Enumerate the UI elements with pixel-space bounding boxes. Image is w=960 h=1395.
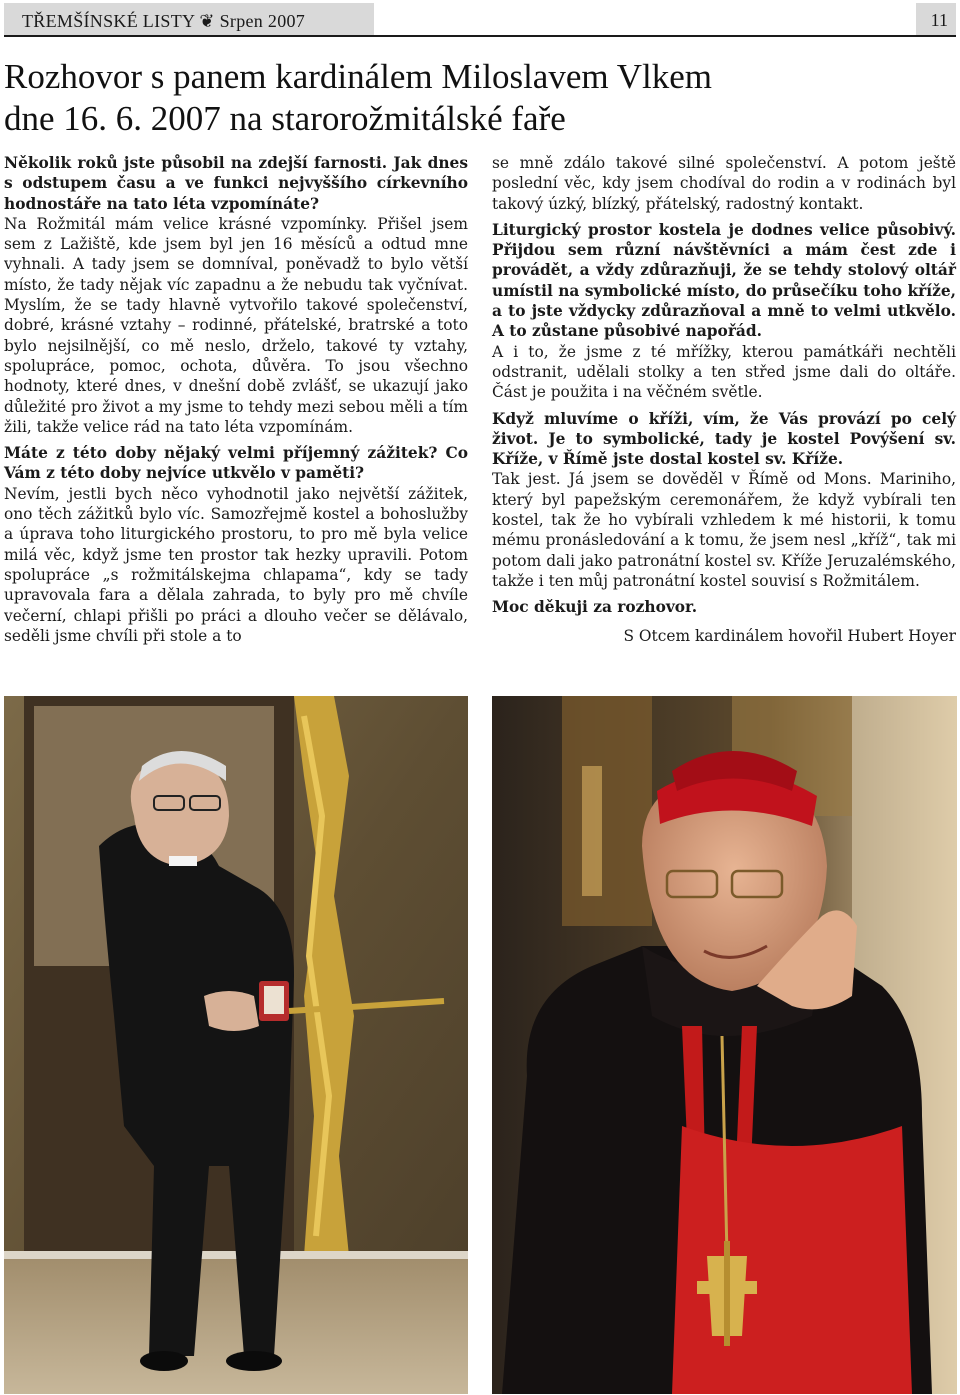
closing-line: Moc děkuji za rozhovor. <box>492 598 698 617</box>
header-rule <box>4 35 956 37</box>
headline-line-1: Rozhovor s panem kardinálem Miloslavem Vlkem <box>4 57 712 96</box>
question-4: Když mluvíme o kříži, vím, že Vás provází po celý život. Je to symbolické, tady je kostel Povýšení sv. Kříže, v Římě jste dostal kostel sv. Kříže. <box>492 409 956 469</box>
right-column <box>492 153 956 646</box>
photo-cardinal-standing-image <box>4 696 468 1394</box>
page-number: 11 <box>930 10 948 30</box>
answer-4: Tak jest. Já jsem se dověděl v Římě od Mons. Mariniho, který byl papežským ceremonářem, že když vybírali ten kostel, tak že ho vybírali vzhledem k mé historii, k tomu mému pronásledování a k tomu, že jsem nesl „kříž“, tak mi potom dali jako patronátní kostel sv. Kříže Jeruzalémského, takže i ten můj patronátní kostel souvisí s Rožmitálem. <box>492 470 956 590</box>
answer-2-part-2: se mně zdálo takové silné společenství. A potom ještě poslední věc, kdy jsem chodíval do rodin a v rodinách byl takový úzký, blízký, přátelský, radostný kontakt. <box>492 154 956 213</box>
question-3: Liturgický prostor kostela je dodnes velice působivý. Přijdou sem různí návštěvníci a mám čest zde i provádět, a vždy zdůrazňuji, že se tehdy stolový oltář umístil na symbolické místo, do průsečíku toho kříže, a to jste vždycky zdůrazňoval a mně to velmi utkvělo. A to zůstane působivé napořád. <box>492 220 956 341</box>
left-column <box>4 153 468 646</box>
question-2: Máte z této doby nějaký velmi příjemný zážitek? Co Vám z této doby nejvíce utkvělo v paměti? <box>4 444 468 483</box>
article-headline <box>4 56 954 140</box>
answer-1: Na Rožmitál mám velice krásné vzpomínky. Přišel jsem sem z Lažiště, kde jsem byl jen 16 měsíců a odtud mne vyhnali. A tady jsem se domníval, poněvadž to bylo větší místo, že tady nějak víc zapadnu a že nebudu tak vyčnívat. Myslím, že se tady hlavně vytvořilo takové společenství, dobré, krásné vztahy – rodinné, přátelské, bratrské a toto bylo nejsilnější, co mě neslo, drželo, takové ty vztahy, spolupráce, pomoc, ochota, důvěra. To jsou všechno hodnoty, které dnes, v dnešní době zvlášť, se ukazují jako důležité pro život a my jsme to tehdy mezi sebou měli a tím žili, takže velice rád na tato léta vzpomínám. <box>4 214 468 436</box>
header-bar <box>4 3 374 35</box>
answer-3: A i to, že jsme z té mřížky, kterou památkáři nechtěli odstranit, udělali stolky a ten střed jsme dali do oltáře. Část je použita i na věčném světle. <box>492 342 956 402</box>
page-number-box <box>916 3 956 35</box>
photo-cardinal-standing <box>4 696 468 1394</box>
answer-2-part-1: Nevím, jestli bych něco vyhodnotil jako největší zážitek, ono těch zážitků bylo víc. Samozřejmě kostel a bohoslužby a úprava toho liturgického prostoru, to pro mě byla velice milá věc, když jsme ten prostor tak hezky upravili. Potom spolupráce „s rožmitálskejma chlapama“, kdy se tady upravovala fara a dělala zahrada, to byly pro mě chvíle večerní, chlapi přišli po práci a dlouho večer se dělávalo, seděli jsme chvíli při stole a to <box>4 484 468 645</box>
headline-line-2: dne 16. 6. 2007 na starorožmitálské faře <box>4 99 566 138</box>
publication-title: TŘEMŠÍNSKÉ LISTY ❦ Srpen 2007 <box>22 11 306 31</box>
photo-cardinal-portrait <box>492 696 957 1394</box>
photo-cardinal-portrait-image <box>492 696 957 1394</box>
author-signature: S Otcem kardinálem hovořil Hubert Hoyer <box>623 626 956 645</box>
question-1: Několik roků jste působil na zdejší farnosti. Jak dnes s odstupem času a ve funkci nejvyššího církevního hodnostáře na tato léta vzpomínáte? <box>4 154 468 213</box>
